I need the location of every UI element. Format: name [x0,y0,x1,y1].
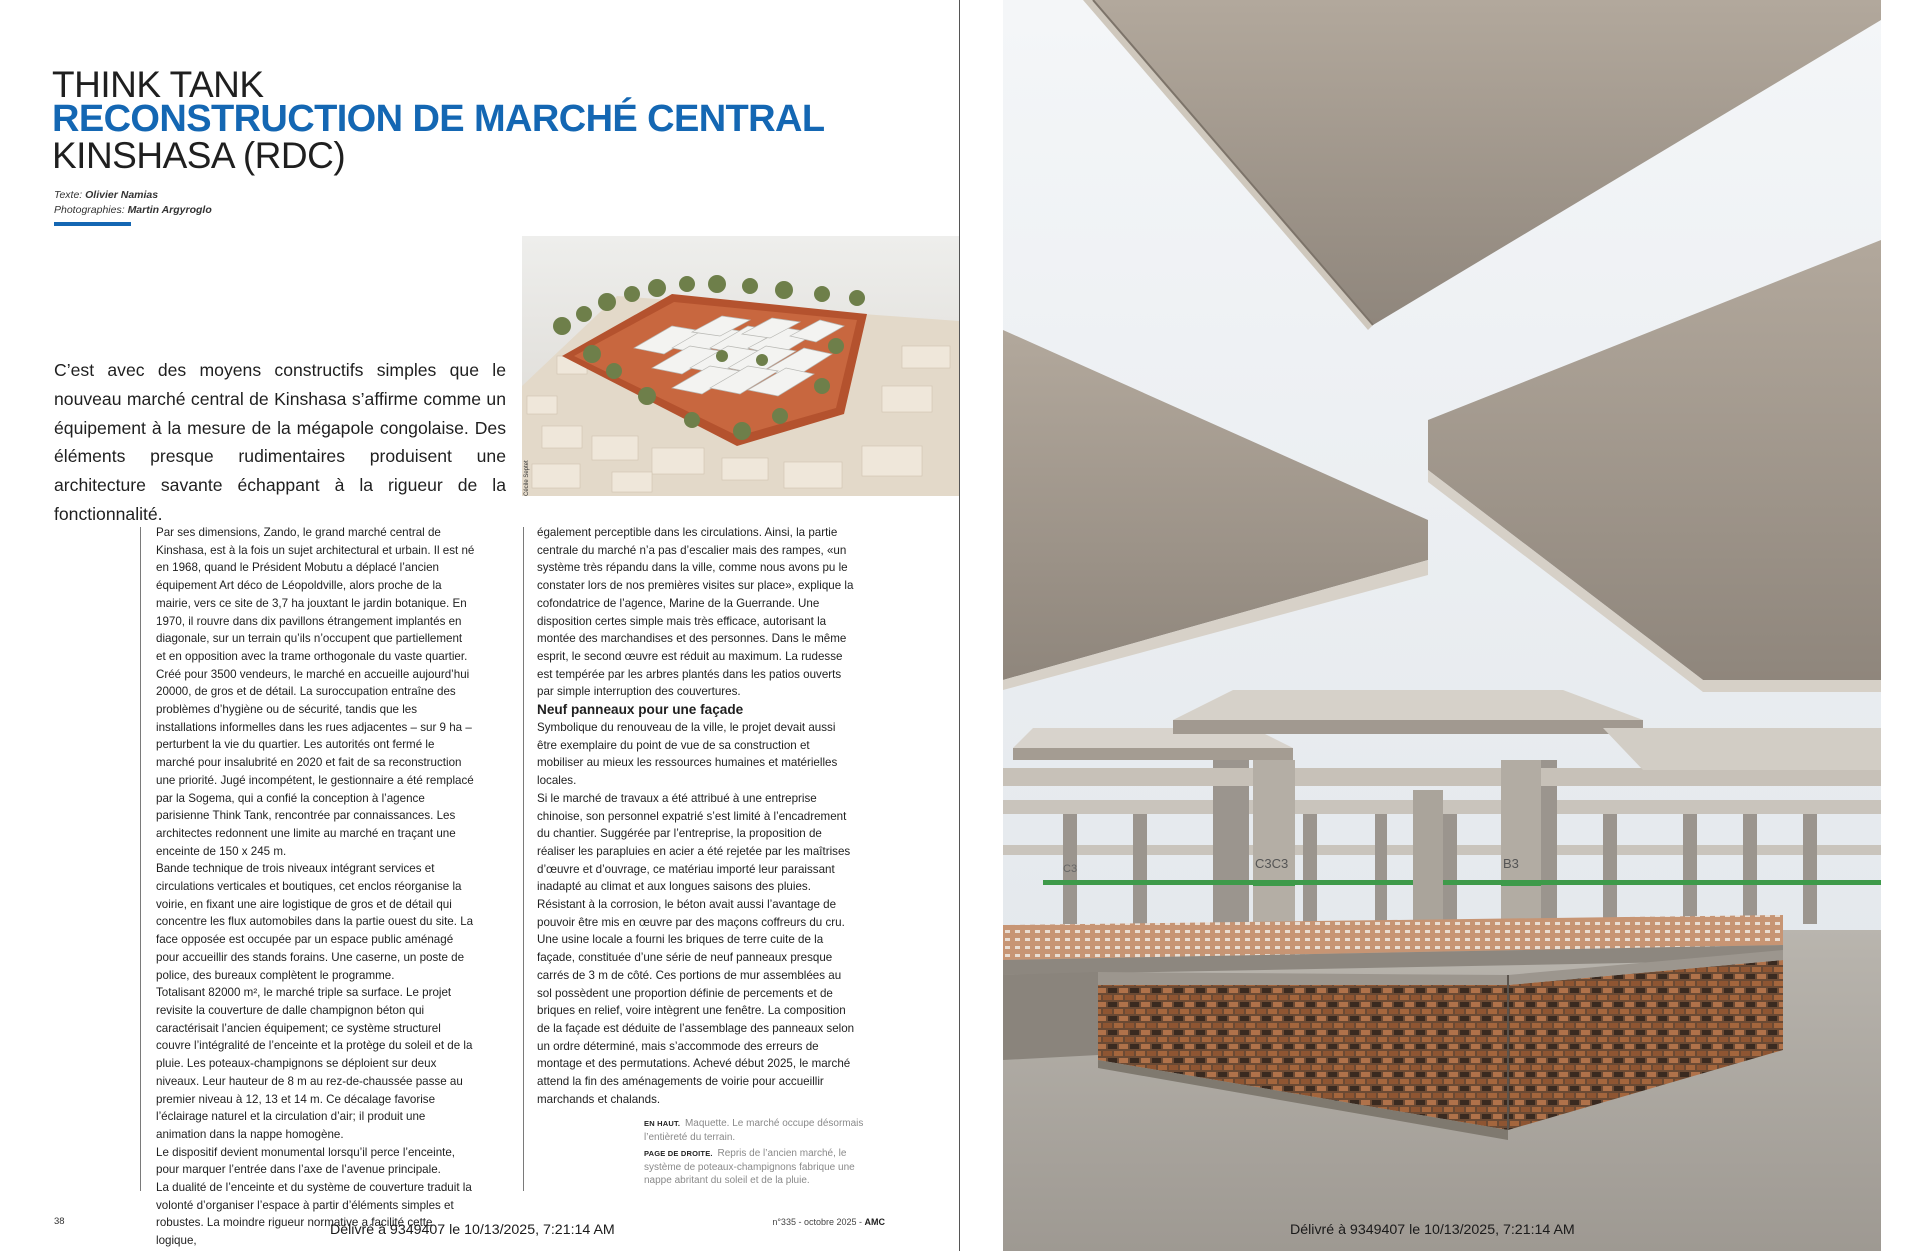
model-photo [522,236,959,496]
article-title-project: RECONSTRUCTION DE MARCHÉ CENTRAL [52,98,825,140]
caption-right-page [644,1147,884,1188]
body-column-1 [156,524,475,1250]
market-illustration [1003,0,1881,1251]
issue-reference [772,1217,885,1227]
left-page [0,0,959,1251]
body-paragraph: Le dispositif devient monumental lorsqu’il perce l’enceinte, pour marquer l’entrée dans l’axe de l’avenue principale. [156,1145,456,1177]
magazine-name: AMC [864,1217,885,1227]
photo-captions [644,1117,884,1191]
column-mark: C3 [1063,863,1078,875]
delivery-watermark: Délivré à 9349407 le 10/13/2025, 7:21:14 AM [330,1222,615,1238]
page-number: 38 [54,1216,65,1227]
body-paragraph: Bande technique de trois niveaux intégrant services et circulations verticales et boutiques, cet enclos réorganise la voirie, en fixant une aire logistique de gros et de détail qui concentre les flux automobiles dans la partie ouest du site. La face opposée est occupée par un espace public aménagé pour accueillir des stands forains. Une caserne, un poste de police, des bureaux complètent le programme. [156,862,474,982]
body-paragraph: Symbolique du renouveau de la ville, le projet devait aussi être exemplaire du point de vue de sa construction et mobiliser au mieux les ressources humaines et matérielles locales. [537,721,838,788]
article-title-location: KINSHASA (RDC) [52,135,346,176]
caption-top [644,1117,884,1144]
photo-credit: Cécile Septet [524,460,530,496]
body-paragraph: Totalisant 82000 m², le marché triple sa surface. Le projet revisite la couverture de dalle champignon béton qui caractérisait l’ancien équipement; ce système structurel couvre l’intégralité de l’enceinte et la protège du soleil et de la pluie. Les poteaux-champignons se déploient sur deux niveaux. Leur hauteur de 8 m au rez-de-chaussée passe au premier niveau à 12, 13 et 14 m. Ce décalage favorise l’éclairage naturel et la circulation d’air; il produit une animation dans la nappe homogène. [156,986,473,1141]
body-column-2 [537,524,856,1109]
caption-text: Maquette. Le marché occupe désormais l’entièreté du terrain. [644,1118,864,1143]
caption-tag: EN HAUT. [644,1119,681,1128]
credit-photo [54,203,212,218]
credit-photo-label: Photographies: [54,204,128,216]
caption-text: Repris de l’ancien marché, le système de poteaux-champignons fabrique une nappe abritant du soleil et de la pluie. [644,1148,855,1187]
lead-paragraph: C’est avec des moyens constructifs simples que le nouveau marché central de Kinshasa s’affirme comme un équipement à la mesure de la mégapole congolaise. Des éléments presque rudimentaires produisent une architecture savante échappant à la rigueur de la fonctionnalité. [54,360,506,524]
section-subheading: Neuf panneaux pour une façade [537,702,744,718]
article-title-architect: THINK TANK [52,64,264,105]
model-illustration [522,236,959,496]
body-paragraph: La dualité de l’enceinte et du système de couverture traduit la volonté d’organiser l’espace à partir d’éléments simples et robustes. La moindre rigueur normative a facilité cette logique, [156,1181,472,1248]
credit-photo-author: Martin Argyroglo [127,204,212,216]
caption-tag: PAGE DE DROITE. [644,1149,713,1159]
delivery-watermark: Délivré à 9349407 le 10/13/2025, 7:21:14 AM [1290,1222,1575,1238]
body-paragraph: Par ses dimensions, Zando, le grand marché central de Kinshasa, est à la fois un sujet architectural et urbain. Il est né en 1968, quand le Président Mobutu a déplacé l’ancien équipement Art déco de Léopoldville, alors proche de la mairie, vers ce site de 3,7 ha jouxtant le jardin botanique. En 1970, il rouvre dans dix pavillons étrangement implantés en diagonale, sur un terrain qu’ils n’occupent que partiellement et en opposition avec la trame orthogonale du vaste quartier. Créé pour 3500 vendeurs, le marché en accueille aujourd’hui 20000, de gros et de détail. La suroccupation entraîne des problèmes d’hygiène ou de sécurité, tandis que les installations informelles dans les rues adjacentes – sur 9 ha – perturbent la vie du quartier. Les autorités ont fermé le marché pour insalubrité en 2020 et fait de sa reconstruction une priorité. Jugé incompétent, le gestionnaire a été remplacé par la Sogema, qui a confié la conception à l’agence parisienne Think Tank, rencontrée par connaissances. Les architectes redonnent une limite au marché en traçant une enceinte de 150 x 245 m. [156,526,475,858]
credit-text-label: Texte: [54,189,86,201]
column-rule [140,527,141,1191]
issue-number: n°335 - octobre 2025 - [772,1217,865,1227]
column-rule [523,527,524,1191]
body-paragraph: Si le marché de travaux a été attribué à une entreprise chinoise, son personnel expatrié s’est limité à l’encadrement du chantier. Suggérée par l’entreprise, la proposition de réaliser les parapluies en acier a été rejetée par les maîtrises d’œuvre et d’ouvrage, ce matériau importé leur paraissant inadapté au climat et aux longues saisons des pluies. Résistant à la corrosion, le béton avait aussi l’avantage de pouvoir être mis en œuvre par des maçons coffreurs du cru. Une usine locale a fourni les briques de terre cuite de la façade, constituée d’une série de neuf panneaux presque carrés de 3 m de côté. Ces portions de mur assemblées au sol possèdent une proportion définie de percements et de briques en relief, voire intègrent une fenêtre. La composition de la façade est déduite de l’assemblage des panneaux selon un ordre déterminé, mais s’accommode des erreurs de montage et des permutations. Achevé début 2025, le marché attend la fin des aménagements de voirie pour accueillir marchands et chalands. [537,791,855,1106]
right-page [960,0,1920,1251]
credit-rule [54,222,131,226]
body-paragraph: également perceptible dans les circulations. Ainsi, la partie centrale du marché n’a pas d’escalier mais des rampes, «un système très répandu dans la ville, comme nous avons pu le constater lors de nos premières visites sur place», explique la cofondatrice de l’agence, Marine de la Guerrande. Une disposition certes simple mais très efficace, autorisant la montée des marchandises et des personnes. Dans le même esprit, le second œuvre est réduit au maximum. La rudesse est tempérée par les arbres plantés dans les patios ouverts par simple interruption des couvertures. [537,526,854,699]
market-roof-photo [1003,0,1881,1251]
credits [54,188,212,218]
column-mark: C3C3 [1255,856,1289,871]
credit-text [54,188,212,203]
credit-text-author: Olivier Namias [85,189,159,201]
column-mark: B3 [1503,856,1519,871]
